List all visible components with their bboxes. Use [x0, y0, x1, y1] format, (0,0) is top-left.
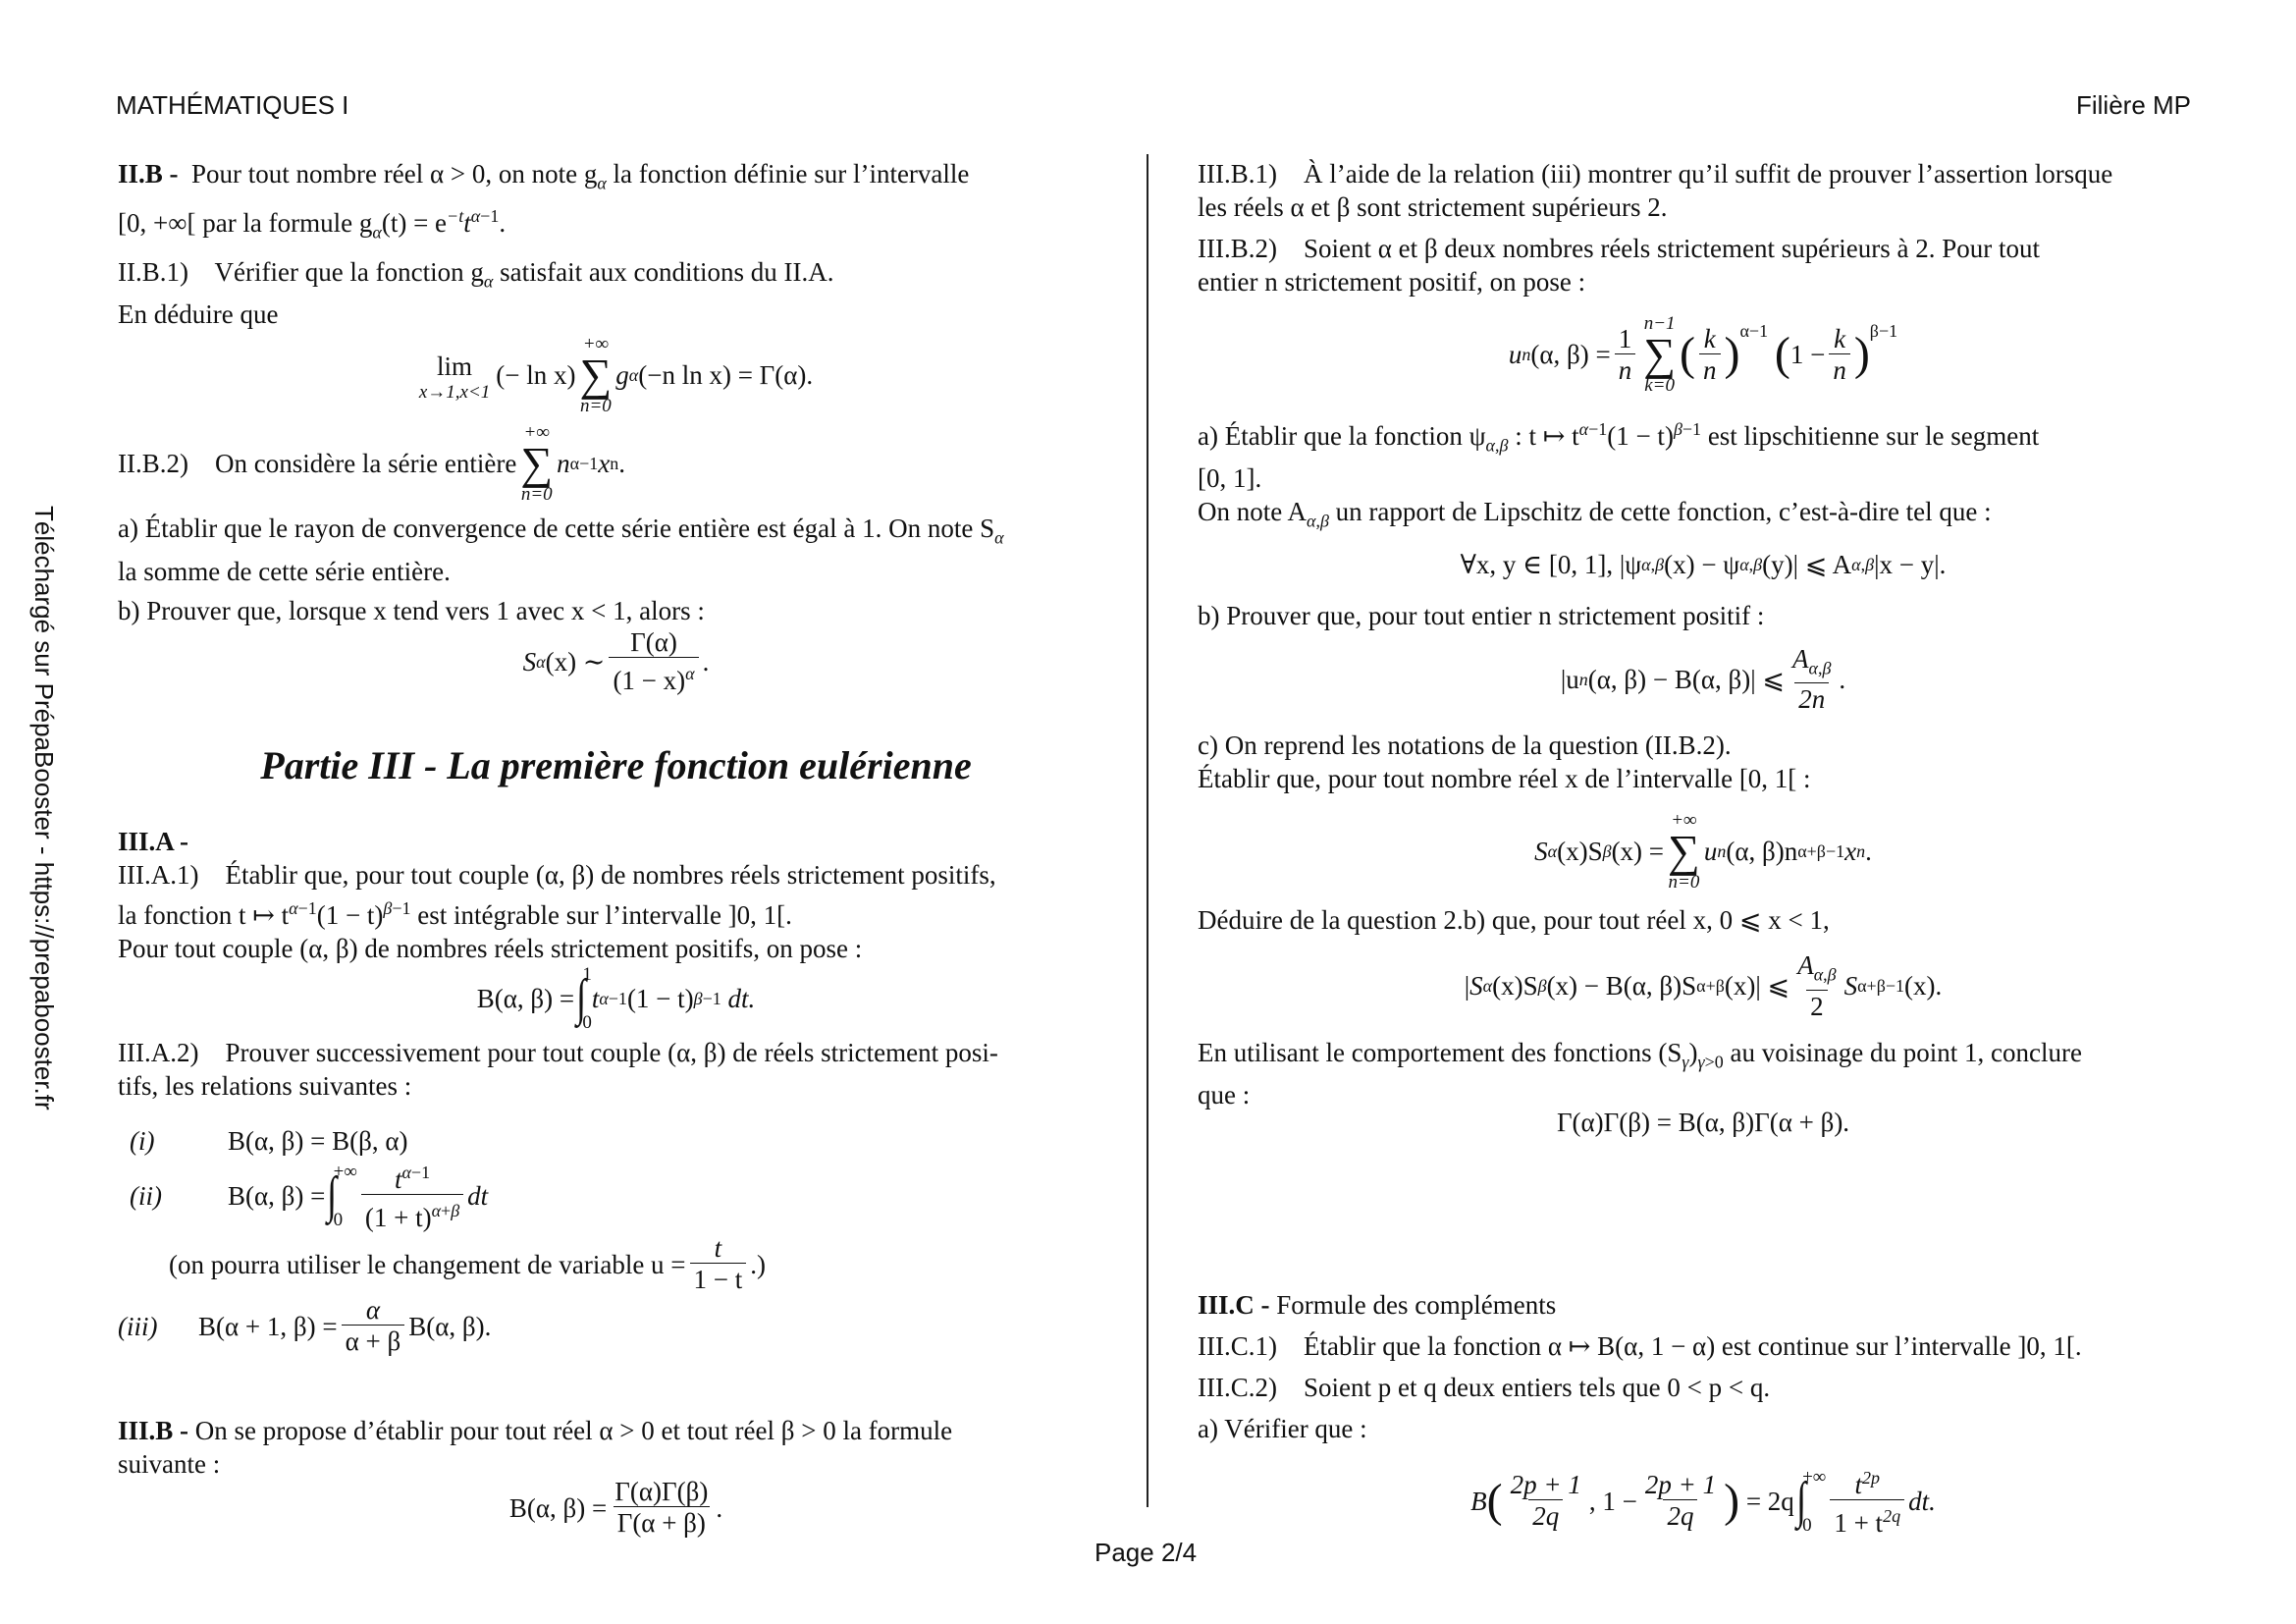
text: : t ↦ t [1508, 421, 1579, 451]
term: dt. [1908, 1486, 1936, 1516]
numerator: 2p + 1 [1644, 1470, 1717, 1499]
header-subject: MATHÉMATIQUES I [116, 90, 349, 120]
sub: α+β [1696, 976, 1725, 997]
text: entier n strictement positif, on pose : [1198, 267, 1586, 297]
denominator: α + β [342, 1325, 405, 1357]
label: (i) [130, 1126, 155, 1156]
text: la fonction définie sur l’intervalle [606, 159, 970, 189]
equation-un: u n (α, β) = $\frac{1}{n}$ n−1 ∑ k=0 ( $\frac{k}{n}$ ) $^{\alpha-1}$ ( 1 − $\frac{k}{n}$ ) $^{\beta-1}$ [1508, 313, 1898, 396]
text: .) [750, 1249, 767, 1279]
label: II.B - [118, 159, 179, 189]
lim-sub: x→1,x<1 [418, 381, 491, 403]
equation-product: S α (x)S β (x) = +∞ ∑ n=0 u n (α, β)n α+β−1 x n . [1534, 810, 1872, 893]
term: , 1 − [1588, 1486, 1637, 1516]
numerator: t [714, 1233, 722, 1263]
denominator: Γ(α + β) [614, 1506, 710, 1539]
label: II.B.1) [118, 256, 188, 287]
text: (1 − t) [316, 900, 384, 930]
numerator: t [1854, 1470, 1862, 1499]
text: [0, +∞[ par la formule g [118, 208, 373, 239]
section-IIIB [118, 1414, 1114, 1539]
term: (x) ∼ [545, 646, 606, 677]
denominator: 2q [1663, 1499, 1697, 1532]
text: [0, 1]. [1198, 463, 1262, 494]
equation-bound: |u n (α, β) − B(α, β)| ⩽ $\frac{A_{\alpha,\beta}}{2n}$ . [1560, 643, 1846, 715]
text: tifs, les relations suivantes : [118, 1071, 412, 1101]
sub: α+β−1 [1857, 976, 1905, 997]
relation-i [118, 1124, 1114, 1158]
text: Établir que, pour tout nombre réel x de l’intervalle [0, 1[ : [1198, 764, 1811, 794]
text: est lipschitienne sur le segment [1701, 421, 2040, 451]
equation-lipschitz: ∀x, y ∈ [0, 1], |ψ α,β (x) − ψ α,β (y)| ⩽ A α,β |x − y|. [1460, 549, 1947, 579]
text: a) Vérifier que : [1198, 1414, 1367, 1443]
term: n [557, 449, 570, 479]
label: III.B.2) [1198, 234, 1277, 263]
term: B [1470, 1486, 1487, 1516]
term: u [1508, 340, 1522, 369]
hint [118, 1233, 1114, 1295]
text: satisfait aux conditions du II.A. [493, 256, 834, 287]
text: suivante : [118, 1449, 221, 1479]
header-track: Filière MP [2076, 90, 2192, 120]
watermark-sidebar [29, 506, 61, 1164]
label: (ii) [130, 1180, 162, 1211]
term: S [522, 646, 537, 677]
label: II.B.2) [118, 449, 188, 479]
term: B(α, β). [408, 1311, 492, 1341]
text: Prouver successivement pour tout couple (α, β) de réels strictement posi- [225, 1038, 998, 1067]
text: (on pourra utiliser le changement de variable u = [169, 1249, 686, 1279]
text: ) [1688, 1037, 1698, 1067]
IIB2: II.B.2) On considère la série entière +∞ ∑ n=0 n α−1 x n . [118, 422, 625, 506]
part-title: Partie III - La première fonction eulérienne [260, 743, 972, 787]
term: (x)S [1557, 837, 1603, 867]
text: On note A [1198, 497, 1307, 527]
text: À l’aide de la relation (iii) montrer qu’il suffit de prouver l’assertion lorsque [1303, 159, 2113, 189]
text: un rapport de Lipschitz de cette fonction, c’est-à-dire tel que : [1328, 497, 1992, 527]
sup: α+β−1 [1797, 841, 1845, 862]
equation-beta-gamma: B(α, β) = $\frac{\Gamma(\alpha)\Gamma(\beta)}{\Gamma(\alpha + \beta)}$ . [508, 1477, 723, 1538]
text: (t) = e [381, 208, 448, 239]
label: III.B.1) [1198, 159, 1277, 189]
text: b) Prouver que, pour tout entier n strictement positif : [1198, 600, 1765, 630]
text: . [499, 208, 507, 239]
section-IIIC [1198, 1288, 2209, 1539]
denominator: n [1699, 353, 1721, 386]
term: (x). [1904, 971, 1943, 1001]
text: Déduire de la question 2.b) que, pour tout réel x, 0 ⩽ x < 1, [1198, 905, 1830, 936]
denominator: 2n [1794, 682, 1829, 715]
sup: α−1 [569, 454, 599, 474]
sup: β−1 [1869, 321, 1898, 341]
numerator: k [1834, 323, 1846, 353]
term: B(α + 1, β) = [198, 1311, 338, 1341]
text: Soient α et β deux nombres réels strictement supérieurs à 2. Pour tout [1303, 234, 2040, 263]
column-divider [1147, 154, 1148, 1507]
label: III.C.1) [1198, 1331, 1277, 1361]
denominator: 1 − t [690, 1263, 747, 1295]
text: les réels α et β sont strictement supérieurs 2. [1198, 192, 1668, 222]
label: III.B - [118, 1416, 189, 1445]
section-IIB: II.B - Pour tout nombre réel α > 0, on note $g_\alpha$ la fonction définie sur l’intervalle [0, +∞[ par la formule $g_\alpha(t) = e^{-t}t^{\alpha-1}$. II.B.1) Vérifier que la fonction $g_\alpha$ satisfait aux conditions du II.A. En déduire que lim x→1,x<1 (− ln x) +∞ ∑ n=0 g α (−n ln x) = Γ(α). II.B.2) On considère la série entière +∞ ∑ n=0 n α−1 x n . a) Établir que le rayon de convergence de cette série entière est égal à 1. On note $S_\alpha$ la somme de cette série entière. b) Prouver que, lorsque x tend vers 1 avec x < 1, alors : S α (x) ∼ $\frac{\Gamma(\alpha)}{(1 - x)^\alpha}$ . [118, 157, 1114, 696]
term: B(α, β) = [508, 1492, 608, 1523]
numerator: 2p + 1 [1510, 1470, 1581, 1499]
relation-ii: (ii) B(α, β) = ∫ +∞ 0 $\frac{t^{\alpha-1}}{(1 + t)^{\alpha+\beta}}$ dt [118, 1158, 1114, 1233]
term: x [598, 449, 611, 479]
denominator: 2 [1806, 990, 1828, 1022]
term: (x)S [1492, 971, 1538, 1001]
numerator: Γ(α)Γ(β) [614, 1477, 709, 1506]
term: (y)| ⩽ A [1762, 549, 1852, 579]
text: est intégrable sur l’intervalle ]0, 1[. [410, 900, 792, 930]
term: t [591, 984, 600, 1013]
numerator: Γ(α) [630, 626, 677, 657]
equation-equivalent: S α (x) ∼ $\frac{\Gamma(\alpha)}{(1 - x)^\alpha}$ . [522, 626, 710, 695]
denominator: (1 + t) [364, 1203, 432, 1232]
page-number: Page 2/4 [1095, 1538, 1198, 1567]
term: B(α, β) = [228, 1180, 326, 1211]
equation-complements: B ( $\frac{2p + 1}{2q}$ , 1 − $\frac{2p + 1}{2q}$ ) = 2q ∫ +∞ 0 $\frac{t^{2p}}{1 + t^{2q}}$ dt. [1470, 1466, 1936, 1538]
text: (1 − t) [1607, 421, 1674, 451]
text: On considère la série entière [214, 449, 517, 479]
label: III.A - [118, 827, 189, 856]
term: (α, β)n [1726, 837, 1798, 867]
text: c) On reprend les notations de la question (II.B.2). [1198, 731, 1732, 761]
denominator: 2q [1528, 1499, 1563, 1532]
text: la somme de cette série entière. [118, 556, 451, 586]
term: B(α, β) = B(β, α) [228, 1126, 408, 1156]
text: b) Prouver que, lorsque x tend vers 1 avec x < 1, alors : [118, 595, 705, 625]
watermark-text: Téléchargé sur PrépaBooster - https://prepabooster.fr [29, 506, 59, 1110]
label: (iii) [118, 1311, 158, 1341]
numerator: A [1791, 643, 1809, 674]
term: (x)| ⩽ [1724, 971, 1790, 1001]
text: Établir que, pour tout couple (α, β) de nombres réels strictement positifs, [225, 860, 996, 890]
text: a) Établir que le rayon de convergence de cette série entière est égal à 1. On note S [118, 514, 995, 544]
sup: α−1 [1739, 321, 1769, 341]
label: III.A.2) [118, 1038, 199, 1067]
denominator: n [1829, 353, 1850, 386]
text: Formule des compléments [1276, 1290, 1557, 1320]
term: dt. [727, 984, 756, 1013]
text: Pour tout couple (α, β) de nombres réels strictement positifs, on pose : [118, 934, 863, 963]
term: x [1844, 837, 1857, 867]
label: III.C - [1198, 1290, 1270, 1320]
label: III.C.2) [1198, 1373, 1277, 1402]
text: En utilisant le comportement des fonctions (S [1198, 1037, 1682, 1067]
label: III.A.1) [118, 860, 199, 890]
relation-iii [118, 1295, 1114, 1357]
equation-deduce: | S α (x)S β (x) − B(α, β)S α+β (x)| ⩽ $\frac{A_{\alpha,\beta}}{2}$ S α+β−1 (x). [1464, 950, 1943, 1021]
text: Vérifier que la fonction g [214, 256, 484, 287]
text: la fonction t ↦ t [118, 900, 290, 930]
term: 1 − [1789, 340, 1826, 369]
text: que : [1198, 1079, 1251, 1110]
text: Soient p et q deux entiers tels que 0 < p < q. [1303, 1373, 1771, 1402]
numerator: A [1797, 950, 1814, 981]
denominator: (1 − x) [613, 665, 686, 695]
term: ∀x, y ∈ [0, 1], |ψ [1460, 549, 1642, 579]
term: = 2q [1745, 1486, 1794, 1516]
text: Établir que la fonction α ↦ B(α, 1 − α) est continue sur l’intervalle ]0, 1[. [1303, 1331, 2082, 1361]
text: Pour tout nombre réel α > 0, on note g [191, 159, 598, 189]
term: g [615, 360, 629, 391]
numerator: 1 [1618, 323, 1632, 353]
section-IIIB1: III.B.1) À l’aide de la relation (iii) montrer qu’il suffit de prouver l’assertion lorsque les réels α et β sont strictement supérieurs 2. III.B.2) Soient α et β deux nombres réels strictement supérieurs à 2. Pour tout entier n strictement positif, on pose : u n (α, β) = $\frac{1}{n}$ n−1 ∑ k=0 ( $\frac{k}{n}$ ) $^{\alpha-1}$ ( 1 − $\frac{k}{n}$ ) $^{\beta-1}$ a) Établir que la fonction $\psi_{\alpha,\beta}$ : t ↦ $t^{\alpha-1}(1 - t)^{\beta-1}$ est lipschitienne sur le segment [0, 1]. On note $A_{\alpha,\beta}$ un rapport de Lipschitz de cette fonction, c’est-à-dire tel que : ∀x, y ∈ [0, 1], |ψ α,β (x) − ψ α,β (y)| ⩽ A α,β |x − y|. b) Prouver que, pour tout entier n strictement positif : |u n (α, β) − B(α, β)| ⩽ $\frac{A_{\alpha,\beta}}{2n}$ . c) On reprend les notations de la question (II.B.2). Établir que, pour tout nombre réel x de l’intervalle [0, 1[ : S α (x)S β (x) = +∞ ∑ n=0 u n (α, β)n α+β−1 x n . Déduire de la question 2.b) que, pour tout réel x, 0 ⩽ x < 1, | S α (x)S β (x) − B(α, β)S α+β (x)| ⩽ $\frac{A_{\alpha,\beta}}{2}$ S α+β−1 (x). En utilisant le comportement des fonctions $(S_\gamma)_{\gamma>0}$ au voisinage du point 1, conclure que : Γ(α)Γ(β) = B(α, β)Γ(α + β). [1198, 157, 2209, 1139]
equation-final [1198, 1106, 2209, 1139]
sup: n [610, 454, 619, 474]
term: Γ(α)Γ(β) = B(α, β)Γ(α + β). [1556, 1107, 1850, 1137]
term: (α, β) = [1530, 340, 1611, 369]
term: dt [467, 1180, 489, 1211]
text: On se propose d’établir pour tout réel α > 0 et tout réel β > 0 la formule [194, 1416, 953, 1445]
lim: lim [437, 351, 473, 381]
term: (− ln x) [496, 360, 576, 391]
term: |x − y|. [1874, 549, 1947, 579]
term: (x) − B(α, β)S [1546, 971, 1697, 1001]
section-IIIA: III.A - III.A.1) Établir que, pour tout couple (α, β) de nombres réels strictement positifs, la fonction t ↦ $t^{\alpha-1}(1 - t)^{\beta-1}$ est intégrable sur l’intervalle ]0, 1[. Pour tout couple (α, β) de nombres réels strictement positifs, on pose : B(α, β) = ∫ 1 0 t α−1 (1 − t) β−1 dt. III.A.2) Prouver successivement pour tout couple (α, β) de réels strictement posi- tifs, les relations suivantes : (i) B(α, β) = B(β, α) (ii) B(α, β) = ∫ +∞ 0 $\frac{t^{\alpha-1}}{(1 + t)^{\alpha+\beta}}$ dt (on pourra utiliser le changement de variable u = $\frac{t}{1 - t}$ .) (iii) B(α + 1, β) = $\frac{\alpha}{\alpha + \beta}$ B(α, β). [118, 825, 1114, 1357]
text: a) Établir que la fonction ψ [1198, 421, 1486, 451]
text: En déduire que [118, 299, 279, 330]
term: (x) = [1611, 837, 1665, 867]
sum-bottom: k=0 [1644, 375, 1676, 396]
term: (1 − t) [626, 984, 694, 1013]
numerator: t [394, 1164, 402, 1194]
term: (−n ln x) = Γ(α). [638, 360, 814, 391]
term: B(α, β) = [476, 984, 575, 1013]
sum-top: n−1 [1643, 313, 1676, 334]
numerator: k [1703, 323, 1716, 353]
numerator: α [365, 1295, 380, 1325]
denominator: 1 + t [1834, 1508, 1884, 1538]
denominator: n [1615, 353, 1636, 386]
text: au voisinage du point 1, conclure [1723, 1037, 2082, 1067]
term: (α, β) − B(α, β)| ⩽ [1587, 664, 1785, 694]
term: |u [1560, 664, 1579, 694]
equation-limit: lim x→1,x<1 (− ln x) +∞ ∑ n=0 g α (−n ln x) = Γ(α). [418, 334, 814, 417]
term: (x) − ψ [1664, 549, 1740, 579]
equation-beta: B(α, β) = ∫ 1 0 t α−1 (1 − t) β−1 dt. [476, 964, 756, 1033]
